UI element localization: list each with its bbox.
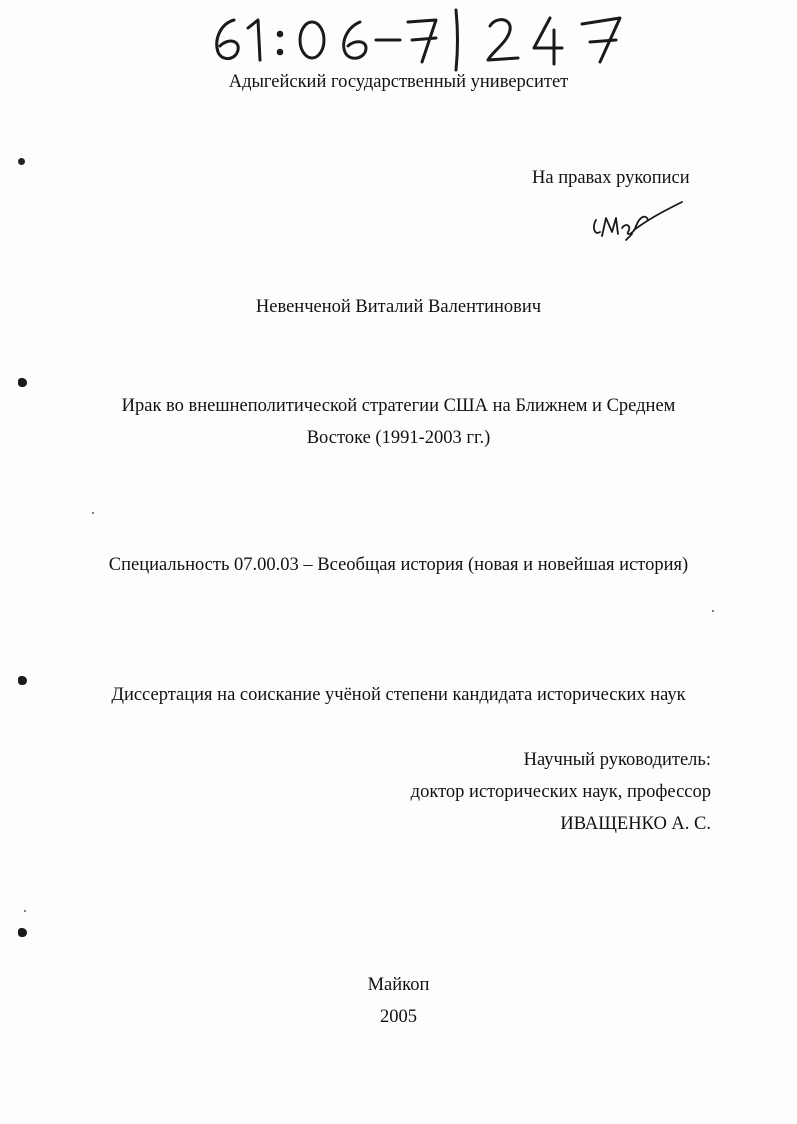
supervisor-credentials: доктор исторических наук, профессор <box>410 782 711 802</box>
binding-hole <box>18 928 27 937</box>
supervisor-label: Научный руководитель: <box>523 750 711 770</box>
year: 2005 <box>380 1007 417 1027</box>
scan-speck <box>712 610 714 612</box>
handwritten-archive-number <box>200 0 680 72</box>
supervisor-name: ИВАЩЕНКО А. С. <box>560 814 711 834</box>
city: Майкоп <box>367 975 430 995</box>
specialty: Специальность 07.00.03 – Всеобщая история (новая и новейшая история) <box>108 555 689 575</box>
scan-speck <box>24 910 26 912</box>
binding-mark <box>18 158 25 165</box>
degree-statement: Диссертация на соискание учёной степени кандидата исторических наук <box>111 685 686 705</box>
author-name: Невенченой Виталий Валентинович <box>255 297 542 317</box>
dissertation-title-line2: Востоке (1991-2003 гг.) <box>306 428 491 448</box>
binding-hole <box>18 378 27 387</box>
dissertation-title-line1: Ирак во внешнеполитической стратегии США на Ближнем и Среднем <box>121 396 676 416</box>
signature-mark <box>586 196 686 244</box>
scan-speck <box>92 512 94 514</box>
manuscript-note: На правах рукописи <box>532 168 690 188</box>
university-name: Адыгейский государственный университет <box>228 72 569 92</box>
